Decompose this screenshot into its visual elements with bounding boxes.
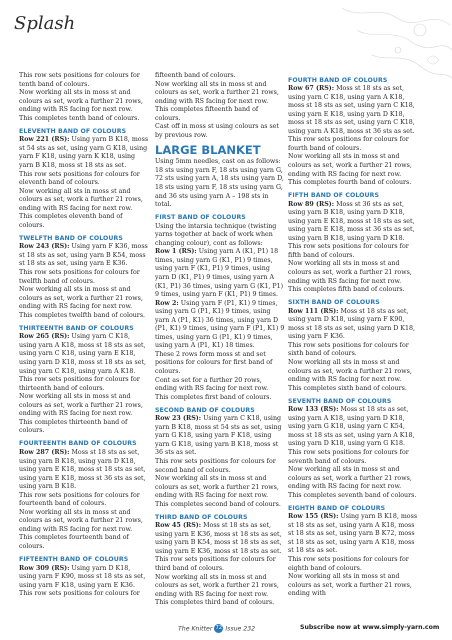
row-text: Moss st 18 sts as set, using yarn C K18, using yarn A K18, moss st 18 sts as set, using yarn C K18, using yarn E K18, using yarn D K18, moss st 18 sts as set, using yarn C K18, using yarn A K18, moss st 36 sts as set. xyxy=(288,85,415,135)
paragraph: fifteenth band of colours. xyxy=(155,72,236,79)
paragraph: This completes second band of colours. xyxy=(155,500,281,508)
section-heading: EIGHTH BAND OF COLOURS xyxy=(288,504,386,512)
large-blanket-heading: LARGE BLANKET xyxy=(155,143,261,158)
paragraph: Now working all sts in moss st and colours as set, work a further 21 rows, ending with RS facing for next row. xyxy=(288,260,412,285)
row-text: Moss st 18 sts as set, using yarn A K18, using yarn D K18, using yarn G K18, using yarn C K54, moss st 18 sts as set, using yarn A K18, using yarn D K18, using yarn G K18. xyxy=(288,406,415,448)
row-text: Using yarn B K18, moss st 18 sts as set, using yarn A K18, moss st 18 sts as set, using yarn B K72, moss st 18 sts as set, using yarn A K18, moss st 18 sts as set. xyxy=(288,513,418,555)
paragraph: This row sets positions for colours for seventh band of colours. xyxy=(288,448,409,465)
section-heading: FIFTH BAND OF COLOURS xyxy=(288,192,380,200)
paragraph: This completes third band of colours. xyxy=(155,599,275,607)
paragraph: Now working all sts in moss st and colours as set, work a further 21 rows, ending with RS facing for next row. xyxy=(155,573,279,598)
text-column-1 xyxy=(19,72,149,599)
row-label: Row 309 (RS): xyxy=(19,564,70,572)
section-heading: TWELFTH BAND OF COLOURS xyxy=(19,234,123,242)
paragraph: Using the intarsia technique (twisting yarns together at back of work when changing colour), cont as follows: xyxy=(155,222,277,247)
paragraph: This completes twelfth band of colours. xyxy=(19,311,146,319)
paragraph: This completes eleventh band of colours. xyxy=(19,213,123,229)
footer-issue-info xyxy=(178,624,255,633)
row-label: Row 89 (RS): xyxy=(288,200,335,208)
paragraph: Now working all sts in moss st and colours as set, work a further 21 rows, ending with RS facing for next row. xyxy=(288,466,412,491)
paragraph: Cast off in moss st using colours as set by previous row. xyxy=(155,123,279,139)
row-text: Moss st 36 sts as set, using yarn B K18, using yarn D K18, using yarn E K18, moss st 18 sts as set, using yarn E K18, moss st 36 sts as set, using yarn B K18, using yarn D K18. xyxy=(288,200,415,242)
text-column-3 xyxy=(288,72,418,599)
paragraph: This row sets positions for colours for twelfth band of colours. xyxy=(19,269,140,285)
row-text: Using yarn C K18, using yarn B K18, moss st 54 sts as set, using yarn G K18, using yarn F K18, using yarn G K18, using yarn B K18, moss st 36 sts as set. xyxy=(155,415,282,457)
row-text: Using yarn A (K1, P1) 18 times, using yarn G (K1, P1) 9 times, using yarn F (K1, P1) 9 times, using yarn D (K1, P1) 9 times, using yarn A (K1, P1) 36 times, using yarn G (K1, P1) 9 times, using yarn F (K1, P1) 9 times. xyxy=(155,248,284,299)
paragraph: This completes thirteenth band of colours. xyxy=(19,418,128,435)
row-text: Using yarn B K18, moss st 54 sts as set, using yarn G K18, using yarn F K18, using yarn K K18, using yarn B K18, moss st 18 sts as set. xyxy=(19,136,149,169)
paragraph: This row sets positions for colours for fifth band of colours. xyxy=(288,243,409,259)
row-label: Row 133 (RS): xyxy=(288,406,339,414)
section-heading: FOURTEENTH BAND OF COLOURS xyxy=(19,440,137,448)
row-instruction xyxy=(19,333,149,376)
row-text: Using yarn F K36, moss st 18 sts as set, using yarn B K54, moss st 18 sts as set, using yarn E K36. xyxy=(19,243,148,268)
paragraph: Now working all sts in moss st and colours as set, work a further 21 rows, ending with RS facing for next row. xyxy=(19,393,143,418)
page-title: Splash xyxy=(14,13,76,34)
row-label: Row 287 (RS): xyxy=(19,448,70,456)
paragraph: These 2 rows form moss st and set positions for colours for first band of colours. xyxy=(155,350,273,375)
paragraph: Now working all sts in moss st and colours as set, work a further 21 rows, ending with RS facing for next row. xyxy=(288,359,412,384)
paragraph: This completes tenth band of colours. xyxy=(19,114,140,122)
row-text: Moss st 18 sts as set, using yarn E K36, moss st 18 sts as set, using yarn B K54, moss st 18 sts as set, using yarn E K36, moss st 18 sts as set. xyxy=(155,522,282,555)
paragraph: Now working all sts in moss st and colours as set, work a further 21 rows, ending with xyxy=(288,573,412,598)
text-column-2 xyxy=(155,72,285,608)
section-heading: THIRTEENTH BAND OF COLOURS xyxy=(19,324,134,332)
row-label: Row 45 (RS): xyxy=(155,522,202,530)
page-number-badge: 72 xyxy=(215,625,223,631)
paragraph: This completes sixth band of colours. xyxy=(288,384,407,392)
footer-magazine: The Knitter xyxy=(178,625,213,633)
row-label: Row 23 (RS): xyxy=(155,415,202,423)
paragraph: Using 5mm needles, cast on as follows: 18 sts using yarn F, 18 sts using yarn G, 72 sts using yarn A, 18 sts using yarn D, 18 sts using yarn F, 18 sts using yarn G, and 36 sts using yarn A – 198 sts in total. xyxy=(155,158,284,209)
paragraph: This completes seventh band of colours. xyxy=(288,491,417,499)
row-text: Moss st 18 sts as set, using yarn B K18, using yarn D K18, using yarn E K18, moss st 18 sts as set, using yarn E K18, moss st 36 sts as set, using yarn B K18. xyxy=(19,448,146,491)
row-instruction xyxy=(288,201,418,244)
paragraph: This completes fifth band of colours. xyxy=(288,286,405,294)
row-text: Using yarn F (P1, K1) 9 times, using yarn G (P1, K1) 9 times, using yarn A (P1, K1) 36 times, using yarn D (P1, K1) 9 times, using yarn F (P1, K1) 9 times, using yarn G (P1, K1) 9 times, using yarn A (P1, K1) 18 times. xyxy=(155,299,285,350)
section-heading: THIRD BAND OF COLOURS xyxy=(155,513,248,521)
page-footer xyxy=(0,622,452,636)
paragraph: This row sets positions for colours for eighth band of colours. xyxy=(288,556,409,572)
paragraph: This row sets positions for colours for fourth band of colours. xyxy=(288,136,409,152)
section-heading: SECOND BAND OF COLOURS xyxy=(155,406,255,414)
paragraph: Now working all sts in moss st and colours as set, work a further 21 rows, ending with RS facing for next row. xyxy=(155,475,279,500)
row-instruction xyxy=(155,522,285,556)
paragraph: Now working all sts in moss st and colours as set, work a further 21 rows, ending with RS facing for next row. xyxy=(288,153,412,178)
paragraph: This row sets positions for colours for xyxy=(19,590,140,598)
section-heading: SEVENTH BAND OF COLOURS xyxy=(288,397,392,405)
paragraph: Now working all sts in moss st and colours as set, work a further 21 rows, ending with RS facing for next row. xyxy=(19,286,143,311)
paragraph: Now working all sts in moss st and colours as set, work a further 21 rows, ending with RS facing for next row. xyxy=(19,187,143,212)
section-heading: FIFTEENTH BAND OF COLOURS xyxy=(19,556,129,564)
row-instruction xyxy=(19,449,149,492)
row-label: Row 155 (RS): xyxy=(288,513,339,521)
row-label: Row 67 (RS): xyxy=(288,85,335,93)
subscribe-link[interactable]: Subscribe now at www.simply-yarn.com xyxy=(300,624,440,631)
row-instruction xyxy=(288,513,418,556)
paragraph: This row sets positions for colours for tenth band of colours. xyxy=(19,72,140,88)
section-heading: FOURTH BAND OF COLOURS xyxy=(288,76,388,84)
section-heading: ELEVENTH BAND OF COLOURS xyxy=(19,127,127,135)
row-instruction xyxy=(19,243,149,269)
row-label: Row 2: xyxy=(155,299,179,307)
paragraph: This completes fifteenth band of colours. xyxy=(155,106,259,122)
row-instruction xyxy=(155,248,285,299)
paragraph: Now working all sts in moss st and colours as set, work a further 21 rows, ending with RS facing for next row. xyxy=(155,80,279,105)
row-instruction xyxy=(19,136,149,170)
row-label: Row 1 (RS): xyxy=(155,248,197,256)
row-label: Row 111 (RS): xyxy=(288,307,339,315)
row-label: Row 265 (RS): xyxy=(19,333,70,341)
paragraph: This completes first band of colours. xyxy=(155,393,272,401)
paragraph: This completes fourteenth band of colours. xyxy=(19,534,129,550)
paragraph: This row sets positions for colours for second band of colours. xyxy=(155,457,276,474)
paragraph: This row sets positions for colours for thirteenth band of colours. xyxy=(19,376,140,392)
row-instruction xyxy=(155,300,285,351)
row-label: Row 221 (RS): xyxy=(19,136,70,144)
row-instruction xyxy=(19,565,149,591)
paragraph: This row sets positions for colours for third band of colours. xyxy=(155,556,276,573)
row-text: Using yarn C K18, using yarn A K18, moss st 18 sts as set, using yarn C K18, using yarn E K18, using yarn D K18, moss st 18 sts as set, using yarn C K18, using yarn A K18. xyxy=(19,333,147,375)
paragraph: This completes fourth band of colours. xyxy=(288,179,412,187)
paragraph: Now working all sts in moss st and colours as set, work a further 21 rows, ending with RS facing for next row. xyxy=(19,508,143,533)
paragraph: This row sets positions for colours for eleventh band of colours. xyxy=(19,170,140,187)
row-label: Row 243 (RS): xyxy=(19,243,70,251)
section-heading: SIXTH BAND OF COLOURS xyxy=(288,299,380,307)
paragraph: Cont as set for a further 20 rows, ending with RS facing for next row. xyxy=(155,376,269,393)
paragraph: This row sets positions for colours for fourteenth band of colours. xyxy=(19,491,140,508)
row-instruction xyxy=(288,406,418,449)
row-text: Moss st 18 sts as set, using yarn D K18, using yarn F K90, moss st 18 sts as set, using yarn D K18, using yarn F K36. xyxy=(288,307,416,341)
row-text: Using yarn D K18, using yarn F K90, moss st 18 sts as set, using yarn F K18, using yarn E K36. xyxy=(19,564,146,589)
row-instruction xyxy=(155,415,285,458)
footer-issue: Issue 232 xyxy=(225,625,256,633)
paragraph: This row sets positions for colours for sixth band of colours. xyxy=(288,341,409,358)
row-instruction xyxy=(288,85,418,136)
paragraph: Now working all sts in moss st and colours as set, work a further 21 rows, ending with RS facing for next row. xyxy=(19,89,143,114)
section-heading: FIRST BAND OF COLOURS xyxy=(155,214,246,222)
row-instruction xyxy=(288,308,418,342)
